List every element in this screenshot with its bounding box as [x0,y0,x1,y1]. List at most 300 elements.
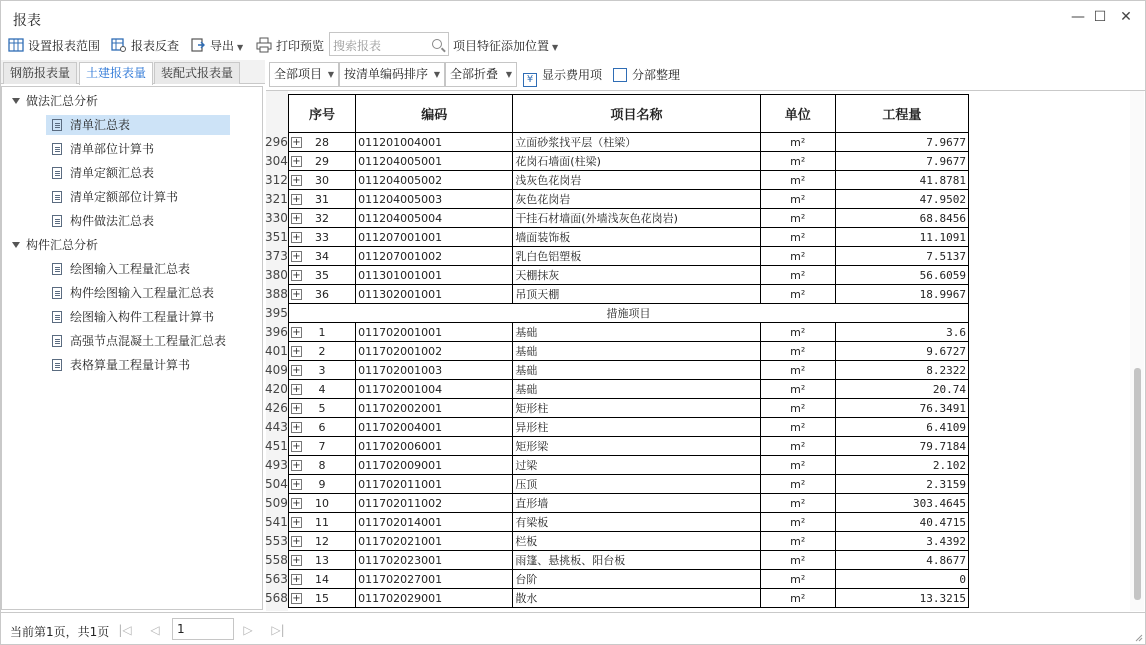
row-name: 雨篷、悬挑板、阳台板 [513,551,760,570]
export-icon [190,37,206,53]
window-title: 报表 [13,13,41,29]
table-row[interactable] [289,361,969,380]
export-button[interactable] [190,36,243,56]
row-qty: 8.2322 [835,361,968,380]
row-unit: m² [760,399,835,418]
tree-item-label: 绘图输入工程量汇总表 [70,262,191,276]
row-code: 011302001001 [356,285,513,304]
row-code: 011702011002 [356,494,513,513]
table-row[interactable] [289,418,969,437]
row-code: 011702014001 [356,513,513,532]
row-seq [265,475,356,494]
report-type-tabs [1,60,265,84]
table-row[interactable] [289,228,969,247]
document-icon [52,335,62,347]
document-icon [52,167,62,179]
expand-plus-icon[interactable]: + [292,498,301,509]
expand-plus-icon[interactable]: + [292,194,301,205]
table-row[interactable] [289,247,969,266]
table-row[interactable] [289,152,969,171]
row-name: 墙面装饰板 [513,228,760,247]
set-range-label: 设置报表范围 [28,39,101,53]
row-code: 011204005001 [356,152,513,171]
row-seq-text: 3 [318,363,326,377]
row-name: 浅灰色花岗岩 [513,171,760,190]
last-page-icon[interactable]: ▷| [271,623,285,637]
reorganize-icon [613,68,627,82]
row-name: 灰色花岗岩 [513,190,760,209]
expand-plus-icon[interactable]: + [292,536,301,547]
table-row[interactable] [289,589,969,608]
maximize-button[interactable]: ☐ [1093,9,1107,25]
line-number: 451 [265,439,288,453]
row-seq [265,399,356,418]
expand-plus-icon[interactable]: + [292,441,301,452]
row-seq-text: 29 [315,154,330,168]
all-items-dropdown[interactable] [269,62,339,87]
line-number: 426 [265,401,288,415]
row-seq [265,380,356,399]
row-qty: 3.4392 [835,532,968,551]
table-header-row [289,95,969,133]
row-seq [265,570,356,589]
row-seq [265,228,356,247]
row-name: 压顶 [513,475,760,494]
line-number: 443 [265,420,288,434]
row-qty: 40.4715 [835,513,968,532]
row-seq-text: 9 [318,477,326,491]
row-code: 011204005003 [356,190,513,209]
document-icon [52,215,62,227]
line-number: 553 [265,534,288,548]
expand-plus-icon[interactable]: + [292,251,301,262]
collapse-label: 全部折叠 [450,67,499,81]
row-seq-text: 8 [318,458,326,472]
feature-position-dropdown[interactable] [453,36,558,56]
report-tree-panel [0,60,264,612]
row-seq [265,361,356,380]
row-qty: 11.1091 [835,228,968,247]
reverse-check-label: 报表反查 [131,39,180,53]
line-number: 420 [265,382,288,396]
row-qty: 3.6 [835,323,968,342]
row-seq [265,266,356,285]
table-row[interactable] [289,266,969,285]
search-input[interactable] [329,32,449,56]
reorganize-label: 分部整理 [632,68,681,82]
row-seq [265,209,356,228]
row-name: 基础 [513,361,760,380]
row-seq [265,171,356,190]
row-qty: 20.74 [835,380,968,399]
row-name: 栏板 [513,532,760,551]
report-toolbar [266,60,1146,90]
document-icon [52,311,62,323]
tree-group-label: 构件汇总分析 [26,238,99,252]
row-code: 011204005004 [356,209,513,228]
row-unit: m² [760,380,835,399]
set-range-button[interactable] [8,36,100,56]
page-info: 当前第1页，共1页 [10,625,110,639]
row-qty: 68.8456 [835,209,968,228]
row-code: 011201004001 [356,133,513,152]
line-number: 304 [265,154,288,168]
line-number: 380 [265,268,288,282]
row-seq [265,133,356,152]
table-row[interactable] [289,437,969,456]
row-qty: 2.102 [835,456,968,475]
row-name: 台阶 [513,570,760,589]
prev-page-icon[interactable]: ◁ [150,623,160,637]
table-row[interactable] [289,399,969,418]
row-qty: 18.9967 [835,285,968,304]
table-search-icon [111,37,127,53]
row-qty: 9.6727 [835,342,968,361]
row-qty: 4.8677 [835,551,968,570]
expand-plus-icon[interactable]: + [292,346,301,357]
row-name: 矩形梁 [513,437,760,456]
line-number: 396 [265,325,288,339]
row-code: 011702001003 [356,361,513,380]
scrollbar-thumb[interactable] [1134,368,1141,600]
expand-plus-icon[interactable]: + [292,555,301,566]
row-unit: m² [760,190,835,209]
row-seq [265,513,356,532]
row-qty: 7.9677 [835,152,968,171]
reverse-check-button[interactable] [111,36,179,56]
row-seq [265,589,356,608]
row-unit: m² [760,532,835,551]
row-seq [265,342,356,361]
row-seq [265,532,356,551]
title-bar [0,0,1146,32]
table-row[interactable] [289,342,969,361]
row-unit: m² [760,228,835,247]
row-unit: m² [760,437,835,456]
row-code: 011702002001 [356,399,513,418]
row-unit: m² [760,475,835,494]
row-seq-text: 12 [315,534,330,548]
tree-item-label: 构件绘图输入工程量汇总表 [70,286,215,300]
print-preview-label: 打印预览 [276,39,325,53]
row-code: 011702001002 [356,342,513,361]
row-code: 011702023001 [356,551,513,570]
tree-item[interactable] [46,307,214,327]
tree-item[interactable] [46,115,230,135]
row-code: 011702021001 [356,532,513,551]
resize-grip-icon[interactable] [1133,632,1143,642]
feature-position-label: 项目特征添加位置 [453,39,550,53]
row-name: 天棚抹灰 [513,266,760,285]
row-unit: m² [760,570,835,589]
line-number: 321 [265,192,288,206]
row-name: 散水 [513,589,760,608]
row-unit: m² [760,342,835,361]
status-bar [0,612,1146,645]
row-unit: m² [760,266,835,285]
expand-plus-icon[interactable]: + [292,593,301,604]
table-row[interactable] [289,323,969,342]
expand-plus-icon[interactable]: + [292,517,301,528]
chevron-down-icon: ▼ [237,43,244,52]
print-preview-button[interactable] [256,36,324,56]
expand-plus-icon[interactable]: + [292,422,301,433]
tree-item[interactable] [46,187,178,207]
row-seq [265,551,356,570]
expand-plus-icon[interactable]: + [292,574,301,585]
row-qty: 56.6059 [835,266,968,285]
row-unit: m² [760,209,835,228]
row-name: 吊顶天棚 [513,285,760,304]
line-number: 504 [265,477,288,491]
row-qty: 47.9502 [835,190,968,209]
tree-item[interactable] [46,163,154,183]
document-icon [52,287,62,299]
report-view [266,90,1146,612]
expand-plus-icon[interactable]: + [292,403,301,414]
row-unit: m² [760,171,835,190]
tree-item[interactable] [46,139,154,159]
row-code: 011702027001 [356,570,513,589]
minimize-button[interactable]: — [1071,9,1085,25]
tab-prefab[interactable]: 装配式报表量 [154,62,240,84]
table-row[interactable] [289,513,969,532]
table-row[interactable] [289,171,969,190]
row-seq [265,247,356,266]
table-row[interactable] [289,209,969,228]
sort-label: 按清单编码排序 [344,67,429,81]
expand-plus-icon[interactable]: + [292,137,301,148]
row-code: 011702011001 [356,475,513,494]
row-name: 直形墙 [513,494,760,513]
table-row[interactable] [289,285,969,304]
tree-item[interactable] [46,259,190,279]
document-icon [52,119,62,131]
expand-plus-icon[interactable]: + [292,270,301,281]
row-seq-text: 6 [318,420,326,434]
document-icon [52,263,62,275]
expand-caret-icon[interactable] [12,98,20,104]
row-seq-text: 5 [318,401,326,415]
expand-plus-icon[interactable]: + [292,327,301,338]
expand-plus-icon[interactable]: + [292,365,301,376]
row-seq-text: 31 [315,192,330,206]
section-label: 措施项目 [606,307,651,320]
row-code: 011204005002 [356,171,513,190]
tree-group-method[interactable] [12,91,98,111]
line-number: 351 [265,230,288,244]
expand-plus-icon[interactable]: + [292,156,301,167]
chevron-down-icon: ▼ [552,43,559,52]
tree-item[interactable] [46,283,214,303]
tree-item-label: 绘图输入构件工程量计算书 [70,310,215,324]
tree-item-label: 表格算量工程量计算书 [70,358,191,372]
next-page-icon[interactable]: ▷ [243,623,253,637]
table-row[interactable] [289,456,969,475]
section-cell [265,304,969,323]
expand-caret-icon[interactable] [12,242,20,248]
chevron-down-icon: ▼ [505,70,512,79]
grid-settings-icon [8,37,24,53]
chevron-down-icon: ▼ [433,70,440,79]
row-qty: 76.3491 [835,399,968,418]
row-seq-text: 35 [315,268,330,282]
table-row[interactable] [289,551,969,570]
header-qty: 工程量 [835,95,968,133]
tree-item-label: 清单汇总表 [70,118,131,132]
line-number: 568 [265,591,288,605]
line-number: 401 [265,344,288,358]
row-code: 011702006001 [356,437,513,456]
line-number: 493 [265,458,288,472]
line-number: 409 [265,363,288,377]
report-tree [1,86,263,610]
row-seq-text: 13 [315,553,330,567]
row-seq-text: 4 [318,382,326,396]
row-code: 011702001001 [356,323,513,342]
tree-item-label: 构件做法汇总表 [70,214,155,228]
row-seq-text: 14 [315,572,330,586]
row-unit: m² [760,589,835,608]
page-number-input[interactable]: 1 [172,618,234,640]
header-name: 项目名称 [513,95,760,133]
tree-item[interactable] [46,211,154,231]
row-unit: m² [760,361,835,380]
row-qty: 6.4109 [835,418,968,437]
row-seq-text: 10 [315,496,330,510]
row-name: 矩形柱 [513,399,760,418]
row-name: 过梁 [513,456,760,475]
row-qty: 7.9677 [835,133,968,152]
row-seq-text: 15 [315,591,330,605]
document-icon [52,143,62,155]
close-button[interactable]: ✕ [1120,9,1132,25]
tab-rebar[interactable]: 钢筋报表量 [3,62,77,84]
row-seq-text: 33 [315,230,330,244]
row-seq-text: 1 [318,325,326,339]
tab-civil[interactable]: 土建报表量 [79,62,153,85]
row-seq [265,418,356,437]
row-seq-text: 36 [315,287,330,301]
row-unit: m² [760,285,835,304]
table-row[interactable] [289,475,969,494]
expand-plus-icon[interactable]: + [292,213,301,224]
expand-plus-icon[interactable]: + [292,479,301,490]
row-code: 011702009001 [356,456,513,475]
row-qty: 2.3159 [835,475,968,494]
row-name: 基础 [513,380,760,399]
header-unit: 单位 [760,95,835,133]
row-code: 011207001001 [356,228,513,247]
table-row[interactable] [289,570,969,589]
row-unit: m² [760,247,835,266]
row-name: 基础 [513,323,760,342]
header-seq: 序号 [289,95,356,133]
row-seq-text: 32 [315,211,330,225]
row-unit: m² [760,133,835,152]
report-table [265,94,969,608]
row-qty: 13.3215 [835,589,968,608]
first-page-icon[interactable]: |◁ [118,623,132,637]
expand-plus-icon[interactable]: + [292,175,301,186]
expand-plus-icon[interactable]: + [292,384,301,395]
line-number: 373 [265,249,288,263]
section-row [289,304,969,323]
tree-item-label: 清单定额汇总表 [70,166,155,180]
row-seq-text: 7 [318,439,326,453]
line-number: 312 [265,173,288,187]
row-code: 011301001001 [356,266,513,285]
sort-dropdown[interactable] [339,62,445,87]
tree-item[interactable] [46,331,226,351]
show-fee-label: 显示费用项 [542,68,603,82]
collapse-dropdown[interactable] [445,62,517,87]
line-number: 541 [265,515,288,529]
row-name: 有梁板 [513,513,760,532]
search-icon[interactable] [432,39,442,49]
document-icon [52,191,62,203]
tree-item-label: 清单部位计算书 [70,142,155,156]
row-unit: m² [760,513,835,532]
row-code: 011207001002 [356,247,513,266]
table-row[interactable] [289,532,969,551]
row-unit: m² [760,456,835,475]
table-row[interactable] [289,380,969,399]
header-code: 编码 [356,95,513,133]
table-row[interactable] [289,190,969,209]
row-unit: m² [760,551,835,570]
line-number: 563 [265,572,288,586]
row-seq-text: 2 [318,344,326,358]
row-name: 乳白色铝塑板 [513,247,760,266]
reorganize-button[interactable] [613,64,680,86]
expand-plus-icon[interactable]: + [292,232,301,243]
row-code: 011702004001 [356,418,513,437]
row-qty: 41.8781 [835,171,968,190]
row-name: 立面砂浆找平层（柱梁） [513,133,760,152]
row-seq-text: 34 [315,249,330,263]
row-seq [265,437,356,456]
row-qty: 0 [835,570,968,589]
expand-plus-icon[interactable]: + [292,289,301,300]
row-code: 011702029001 [356,589,513,608]
show-fee-button[interactable] [523,64,602,86]
search-placeholder: 搜索报表 [333,39,382,53]
document-icon [52,359,62,371]
row-name: 基础 [513,342,760,361]
row-seq-text: 28 [315,135,330,149]
main-toolbar [0,32,1146,60]
tree-item-label: 清单定额部位计算书 [70,190,179,204]
table-row[interactable] [289,494,969,513]
chevron-down-icon: ▼ [327,70,334,79]
expand-plus-icon[interactable]: + [292,460,301,471]
line-number: 509 [265,496,288,510]
tree-group-component[interactable] [12,235,98,255]
tree-item[interactable] [46,355,190,375]
row-qty: 7.5137 [835,247,968,266]
line-number: 388 [265,287,288,301]
row-seq [265,323,356,342]
row-name: 异形柱 [513,418,760,437]
row-qty: 79.7184 [835,437,968,456]
row-seq-text: 30 [315,173,330,187]
row-code: 011702001004 [356,380,513,399]
table-row[interactable] [289,133,969,152]
tree-group-label: 做法汇总分析 [26,94,99,108]
row-seq [265,190,356,209]
line-number: 296 [265,135,288,149]
